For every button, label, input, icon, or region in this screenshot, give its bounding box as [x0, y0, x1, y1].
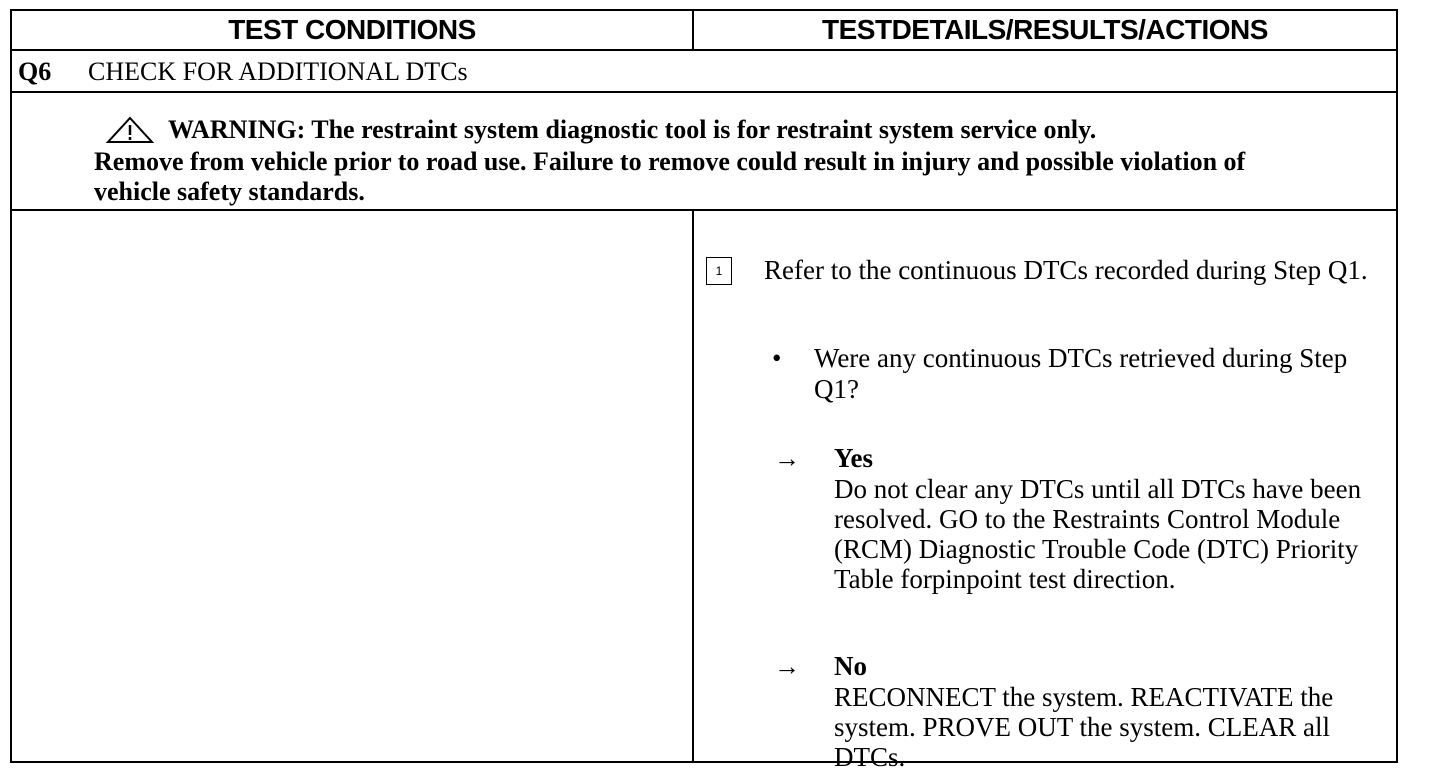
no-arrow-icon: → — [774, 652, 800, 681]
table-header — [12, 11, 1396, 51]
warning-lead-text: WARNING: The restraint system diagnostic tool is for restraint system service only. — [168, 115, 1097, 144]
header-test-details: TESTDETAILS/RESULTS/ACTIONS — [822, 14, 1268, 45]
step-id: Q6 — [18, 57, 52, 86]
bullet-icon: • — [772, 343, 782, 373]
step-number-box: 1 — [706, 257, 732, 285]
body-row — [12, 211, 1396, 772]
step-title: CHECK FOR ADDITIONAL DTCs — [88, 57, 468, 86]
yes-arrow-icon: → — [774, 444, 800, 473]
test-details-cell — [694, 211, 1396, 772]
no-text: RECONNECT the system. REACTIVATE the system. PROVE OUT the system. CLEAR all DTCs. — [834, 682, 1334, 772]
question-text: Were any continuous DTCs retrieved during Step Q1? — [814, 343, 1348, 404]
no-label: No — [834, 651, 867, 681]
warning-row — [12, 93, 1396, 211]
warning-rest-text: Remove from vehicle prior to road use. Failure to remove could result in injury and possible violation of vehicle safety standards. — [94, 147, 1246, 206]
yes-text: Do not clear any DTCs until all DTCs have been resolved. GO to the Restraints Control Module (RCM) Diagnostic Trouble Code (DTC) Priority Table forpinpoint test direction. — [834, 474, 1362, 594]
instruction-text: Refer to the continuous DTCs recorded during Step Q1. — [764, 255, 1368, 285]
warning-triangle-icon — [104, 116, 156, 144]
header-test-conditions: TEST CONDITIONS — [12, 11, 694, 49]
warning-lead-line — [104, 115, 1096, 145]
yes-label: Yes — [834, 443, 873, 473]
test-conditions-cell — [12, 211, 694, 761]
diagnostic-table — [10, 9, 1398, 772]
step-row — [12, 51, 1396, 93]
